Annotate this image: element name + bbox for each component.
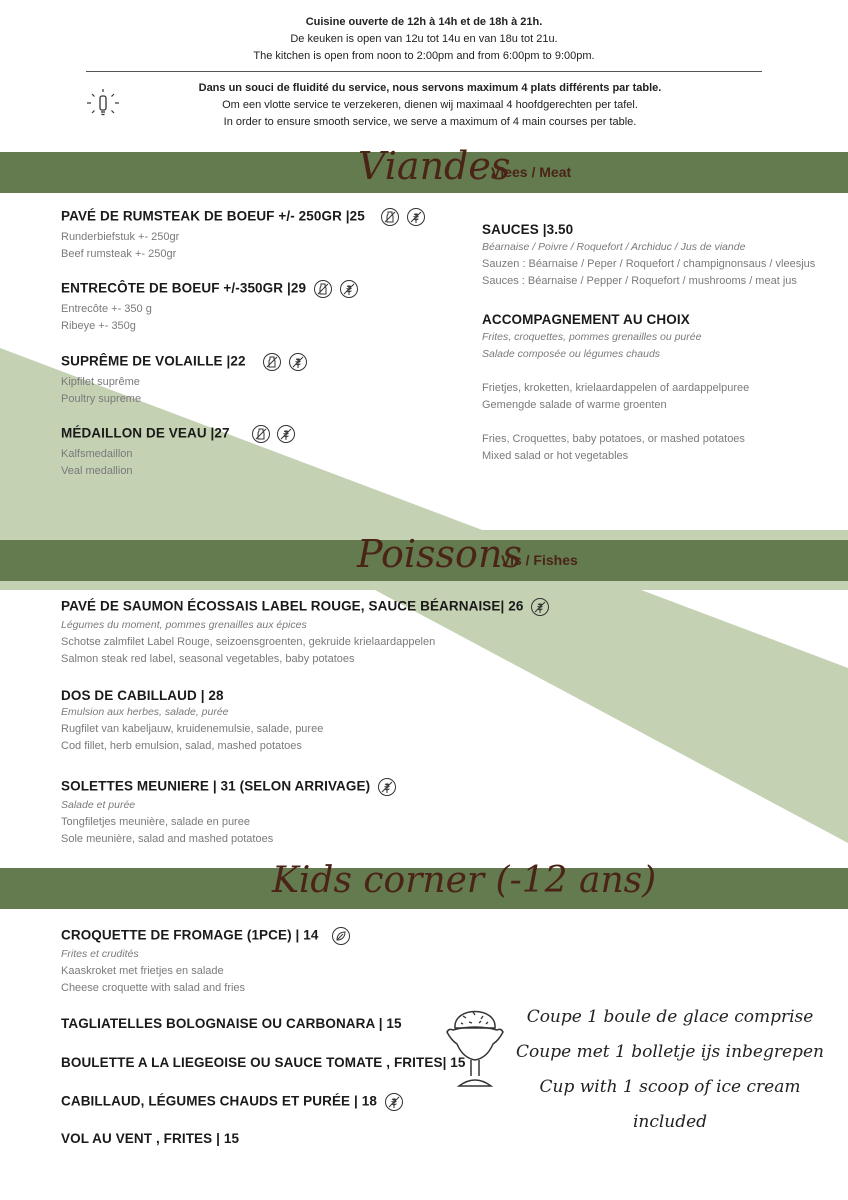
wheat-icon bbox=[277, 425, 295, 443]
ice-cream-en: Cup with 1 scoop of ice cream included bbox=[539, 1077, 801, 1132]
dish-line: Poultry supreme bbox=[61, 393, 142, 405]
dish-line: Runderbiefstuk +- 250gr bbox=[61, 231, 180, 243]
dish-title: TAGLIATELLES BOLOGNAISE OU CARBONARA | 15 bbox=[61, 1016, 402, 1031]
service-fr: Dans un souci de fluidité du service, nous servons maximum 4 plats différents par table. bbox=[198, 82, 662, 94]
dish-line: Sole meunière, salad and mashed potatoes bbox=[61, 833, 274, 845]
sauces-nl: Sauzen : Béarnaise / Peper / Roquefort / champignonsaus / vleesjus bbox=[482, 258, 816, 270]
dish-line: Salmon steak red label, seasonal vegetables, baby potatoes bbox=[61, 653, 355, 665]
dish-solettes bbox=[61, 778, 396, 848]
dish-entrecote bbox=[61, 280, 358, 335]
dish-line: Cheese croquette with salad and fries bbox=[61, 982, 246, 994]
hours-fr: Cuisine ouverte de 12h à 14h et de 18h à 21h. bbox=[305, 16, 543, 28]
dish-line: Kipfilet suprême bbox=[61, 376, 140, 388]
dish-tagliatelles bbox=[61, 1016, 402, 1031]
wheat-icon bbox=[385, 1093, 403, 1111]
dish-title: CROQUETTE DE FROMAGE (1PCE) | 14 bbox=[61, 927, 319, 943]
ice-cream-note bbox=[505, 1000, 835, 1140]
dish-croquette-fromage bbox=[61, 927, 350, 997]
sides-block bbox=[482, 312, 749, 465]
sides-nl-1: Frietjes, kroketten, krielaardappelen of aardappelpuree bbox=[482, 382, 750, 394]
dish-rumsteak bbox=[61, 208, 425, 263]
dish-title: SOLETTES MEUNIERE | 31 (SELON ARRIVAGE) bbox=[61, 778, 371, 794]
section-subtitle-viandes: Vlees / Meat bbox=[491, 164, 572, 180]
milk-bottle-icon bbox=[263, 353, 281, 371]
dish-title: SUPRÊME DE VOLAILLE |22 bbox=[61, 353, 246, 369]
dish-boulette bbox=[61, 1055, 466, 1070]
hours-en: The kitchen is open from noon to 2:00pm and from 6:00pm to 9:00pm. bbox=[253, 50, 595, 62]
sides-en-1: Fries, Croquettes, baby potatoes, or mashed potatoes bbox=[482, 433, 745, 445]
sauces-block bbox=[482, 222, 815, 290]
service-nl: Om een vlotte service te verzekeren, dienen wij maximaal 4 hoofdgerechten per tafel. bbox=[222, 99, 638, 111]
hours-nl: De keuken is open van 12u tot 14u en van 18u tot 21u. bbox=[290, 33, 558, 45]
wheat-icon bbox=[289, 353, 307, 371]
wheat-icon bbox=[340, 280, 358, 298]
dish-line: Beef rumsteak +- 250gr bbox=[61, 248, 177, 260]
dish-italic: Salade et purée bbox=[61, 799, 136, 811]
dish-vol-au-vent bbox=[61, 1131, 239, 1146]
dish-line: Entrecôte +- 350 g bbox=[61, 303, 152, 315]
ice-cream-fr: Coupe 1 boule de glace comprise bbox=[526, 1007, 814, 1027]
wheat-icon bbox=[378, 778, 396, 796]
dish-italic: Frites et crudités bbox=[61, 948, 139, 960]
dish-italic: Emulsion aux herbes, salade, purée bbox=[61, 706, 229, 718]
ice-cream-nl: Coupe met 1 bolletje ijs inbegrepen bbox=[516, 1042, 824, 1062]
dish-title: MÉDAILLON DE VEAU |27 bbox=[61, 425, 230, 441]
dish-title: PAVÉ DE SAUMON ÉCOSSAIS LABEL ROUGE, SAUCE BÉARNAISE| 26 bbox=[61, 598, 524, 614]
dish-italic: Légumes du moment, pommes grenailles aux épices bbox=[61, 619, 307, 631]
section-title-viandes: Viandes bbox=[358, 144, 511, 188]
milk-bottle-icon bbox=[314, 280, 332, 298]
dish-line: Schotse zalmfilet Label Rouge, seizoensgroenten, gekruide krielaardappelen bbox=[61, 636, 436, 648]
section-title-kids: Kids corner (-12 ans) bbox=[272, 860, 657, 901]
milk-bottle-icon bbox=[381, 208, 399, 226]
milk-bottle-icon bbox=[252, 425, 270, 443]
dish-line: Cod fillet, herb emulsion, salad, mashed potatoes bbox=[61, 740, 302, 752]
sides-title: ACCOMPAGNEMENT AU CHOIX bbox=[482, 312, 690, 327]
dish-line: Tongfiletjes meunière, salade en puree bbox=[61, 816, 250, 828]
sauces-title: SAUCES |3.50 bbox=[482, 222, 574, 237]
section-title-poissons: Poissons bbox=[357, 532, 522, 576]
wheat-icon bbox=[531, 598, 549, 616]
dish-title: PAVÉ DE RUMSTEAK DE BOEUF +/- 250GR |25 bbox=[61, 208, 365, 224]
dish-cabillaud-kids bbox=[61, 1093, 403, 1111]
sauces-en: Sauces : Béarnaise / Pepper / Roquefort / mushrooms / meat jus bbox=[482, 275, 797, 287]
leaf-icon bbox=[332, 927, 350, 945]
dish-line: Kalfsmedaillon bbox=[61, 448, 133, 460]
dish-cabillaud bbox=[61, 688, 323, 755]
dish-line: Veal medallion bbox=[61, 465, 133, 477]
dish-line: Rugfilet van kabeljauw, kruidenemulsie, salade, puree bbox=[61, 723, 324, 735]
dish-line: Kaaskroket met frietjes en salade bbox=[61, 965, 224, 977]
ice-cream-cup-icon bbox=[443, 1000, 507, 1092]
sauces-italic: Béarnaise / Poivre / Roquefort / Archiduc / Jus de viande bbox=[482, 241, 746, 253]
dish-line: Ribeye +- 350g bbox=[61, 320, 136, 332]
dish-title: DOS DE CABILLAUD | 28 bbox=[61, 688, 224, 703]
service-en: In order to ensure smooth service, we serve a maximum of 4 main courses per table. bbox=[223, 116, 637, 128]
opening-hours bbox=[0, 14, 848, 65]
dish-title: ENTRECÔTE DE BOEUF +/-350GR |29 bbox=[61, 280, 307, 296]
wheat-icon bbox=[407, 208, 425, 226]
service-notice bbox=[0, 80, 848, 131]
sides-italic-1: Frites, croquettes, pommes grenailles ou purée bbox=[482, 331, 702, 343]
sides-italic-2: Salade composée ou légumes chauds bbox=[482, 348, 661, 360]
dish-title: CABILLAUD, LÉGUMES CHAUDS ET PURÉE | 18 bbox=[61, 1093, 377, 1109]
dish-title: VOL AU VENT , FRITES | 15 bbox=[61, 1131, 240, 1146]
header-divider bbox=[86, 71, 762, 72]
sides-en-2: Mixed salad or hot vegetables bbox=[482, 450, 629, 462]
dish-saumon bbox=[61, 598, 549, 668]
section-subtitle-poissons: Vis / Fishes bbox=[501, 552, 578, 568]
sides-nl-2: Gemengde salade of warme groenten bbox=[482, 399, 667, 411]
dish-medaillon-veau bbox=[61, 425, 295, 480]
dish-supreme-volaille bbox=[61, 353, 307, 408]
dish-title: BOULETTE A LA LIEGEOISE OU SAUCE TOMATE , FRITES| 15 bbox=[61, 1055, 466, 1070]
